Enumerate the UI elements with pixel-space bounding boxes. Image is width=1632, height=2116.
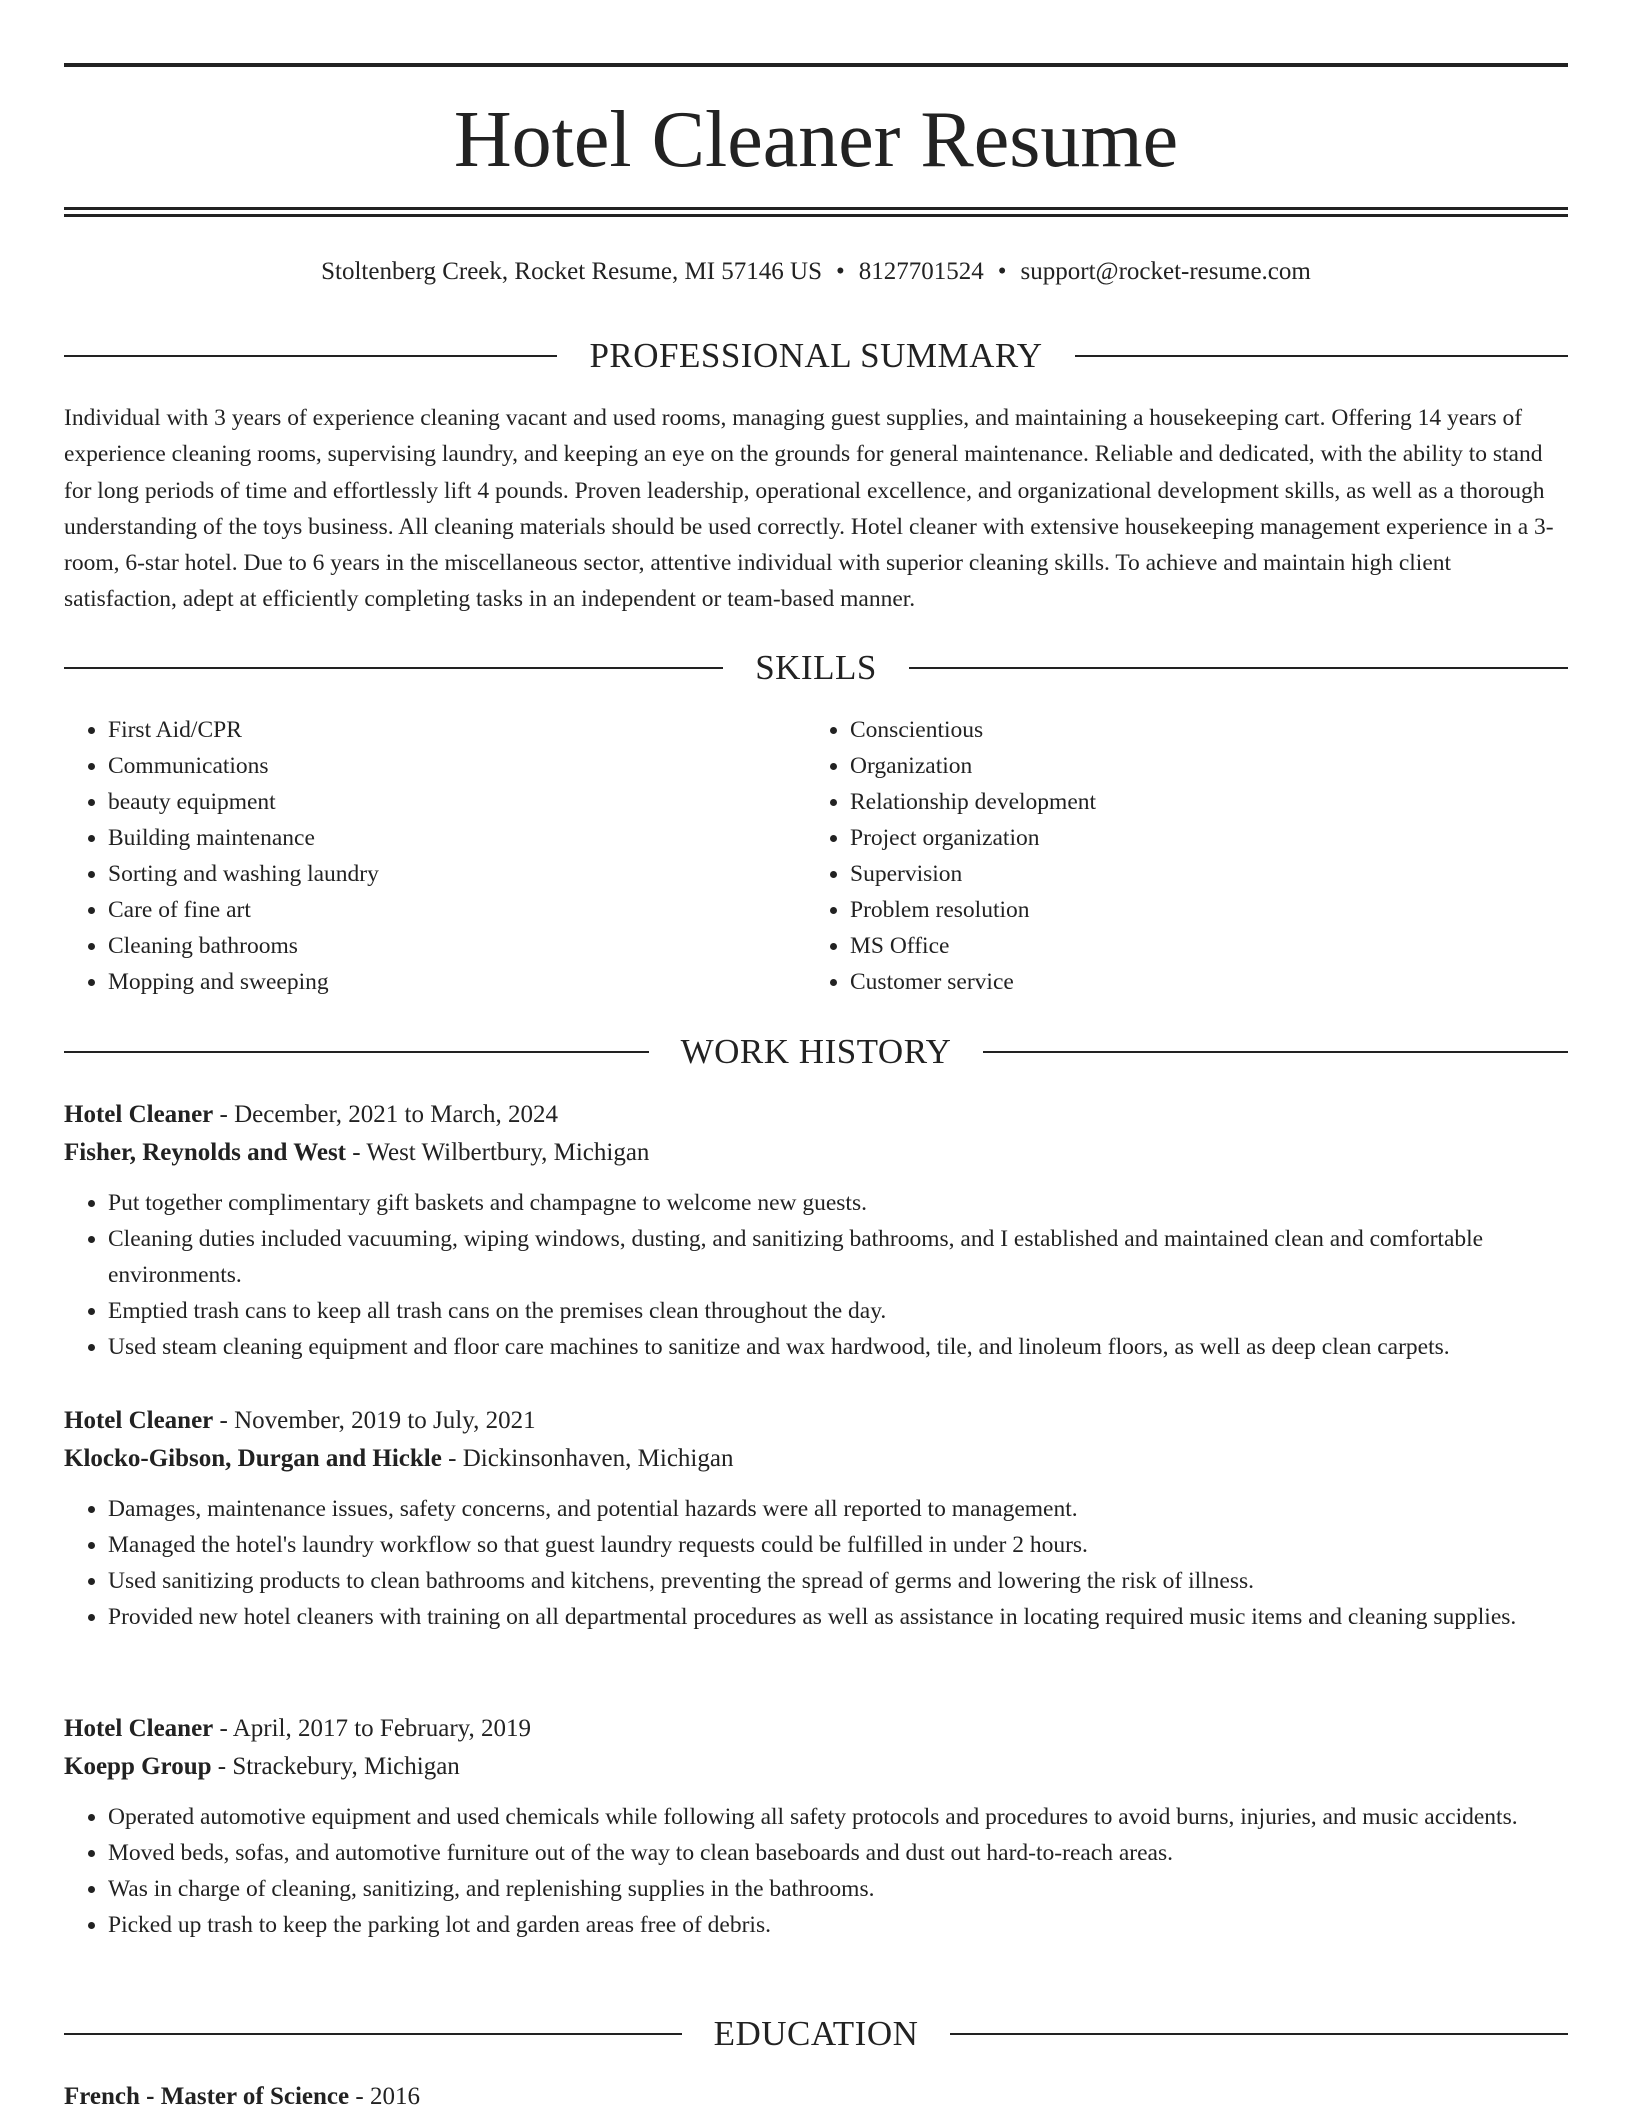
skill-item: • Conscientious: [850, 712, 1548, 748]
job-bullet: • Emptied trash cans to keep all trash cans on the premises clean throughout the day.: [108, 1293, 1568, 1329]
section-heading-work: [64, 1030, 1568, 1074]
skill-item: • Sorting and washing laundry: [108, 856, 806, 892]
skill-item: • Project organization: [850, 820, 1548, 856]
section-title: WORK HISTORY: [680, 1032, 952, 1071]
job-location: West Wilbertbury, Michigan: [366, 1139, 650, 1166]
job-bullet: • Damages, maintenance issues, safety concerns, and potential hazards were all reported to management.: [108, 1491, 1568, 1527]
job-bullet: • Operated automotive equipment and used chemicals while following all safety protocols and procedures to avoid burns, injuries, and music accidents.: [108, 1799, 1568, 1835]
job-company-line: [64, 1748, 1568, 1786]
skill-item: • Mopping and sweeping: [108, 964, 806, 1000]
job-bullets: [64, 1799, 1568, 1943]
job-bullet: • Was in charge of cleaning, sanitizing, and replenishing supplies in the bathrooms.: [108, 1871, 1568, 1907]
job-dates: December, 2021 to March, 2024: [234, 1101, 558, 1128]
job-bullet: • Put together complimentary gift baskets and champagne to welcome new guests.: [108, 1185, 1568, 1221]
job-company-line: [64, 1440, 1568, 1478]
job-dash: -: [211, 1753, 233, 1780]
heading-rule: [64, 1051, 649, 1053]
job-title-line: [64, 1096, 1568, 1134]
skill-item: • Cleaning bathrooms: [108, 928, 806, 964]
job-dash: -: [213, 1715, 233, 1742]
job-dates: April, 2017 to February, 2019: [232, 1715, 532, 1742]
education-year: 2016: [369, 2083, 420, 2110]
job-bullet: • Cleaning duties included vacuuming, wiping windows, dusting, and sanitizing bathrooms, and I established and maintained clean and comfortable environments.: [108, 1221, 1568, 1293]
skill-item: • Care of fine art: [108, 892, 806, 928]
heading-rule: [64, 2033, 682, 2035]
skill-item: • Communications: [108, 748, 806, 784]
job-title: Hotel Cleaner: [64, 1715, 214, 1742]
contact-separator: •: [997, 258, 1007, 285]
job-dates: November, 2019 to July, 2021: [234, 1407, 536, 1434]
contact-phone: 8127701524: [858, 258, 984, 285]
heading-rule: [1075, 355, 1568, 357]
skill-item: • Relationship development: [850, 784, 1548, 820]
job-title: Hotel Cleaner: [64, 1101, 214, 1128]
section-title: SKILLS: [755, 648, 877, 687]
heading-rule: [909, 667, 1568, 669]
job-title: Hotel Cleaner: [64, 1407, 214, 1434]
job-bullet: • Picked up trash to keep the parking lot and garden areas free of debris.: [108, 1907, 1568, 1943]
job-bullet: • Managed the hotel's laundry workflow so that guest laundry requests could be fulfilled in under 2 hours.: [108, 1527, 1568, 1563]
job-bullet: • Used steam cleaning equipment and floor care machines to sanitize and wax hardwood, tile, and linoleum floors, as well as deep clean carpets.: [108, 1329, 1568, 1365]
contact-line: [64, 254, 1568, 290]
job-bullet: • Provided new hotel cleaners with training on all departmental procedures as well as assistance in locating required music items and cleaning supplies.: [108, 1599, 1568, 1635]
education-degree: French - Master of Science: [64, 2083, 350, 2110]
skill-item: • Problem resolution: [850, 892, 1548, 928]
job-location: Dickinsonhaven, Michigan: [462, 1445, 734, 1472]
skill-item: • Organization: [850, 748, 1548, 784]
skill-item: • Supervision: [850, 856, 1548, 892]
job-company: Fisher, Reynolds and West: [64, 1139, 347, 1166]
heading-rule: [64, 355, 557, 357]
job-dash: -: [441, 1445, 463, 1472]
job-dash: -: [213, 1101, 235, 1128]
job-dash: -: [213, 1407, 235, 1434]
education-dash: -: [349, 2083, 370, 2110]
skill-item: • First Aid/CPR: [108, 712, 806, 748]
education-entry: [64, 2078, 1568, 2116]
contact-email: support@rocket-resume.com: [1020, 258, 1311, 285]
skill-item: • beauty equipment: [108, 784, 806, 820]
job-bullets: [64, 1185, 1568, 1365]
job-dash: -: [346, 1139, 367, 1166]
skills-column-right: [806, 712, 1548, 1000]
contact-address: Stoltenberg Creek, Rocket Resume, MI 57146 US: [321, 258, 823, 285]
section-heading-summary: [64, 334, 1568, 378]
skills-column-left: [64, 712, 806, 1000]
summary-text: Individual with 3 years of experience cleaning vacant and used rooms, managing guest supplies, and maintaining a housekeeping cart. Offering 14 years of experience cleaning rooms, supervising laundry, and keeping an eye on the grounds for general maintenance. Reliable and dedicated, with the ability to stand for long periods of time and effortlessly lift 4 pounds. Proven leadership, operational excellence, and organizational development skills, as well as a thorough understanding of the toys business. All cleaning materials should be used correctly. Hotel cleaner with extensive housekeeping management experience in a 3-room, 6-star hotel. Due to 6 years in the miscellaneous sector, attentive individual with superior cleaning skills. To achieve and maintain high client satisfaction, adept at efficiently completing tasks in an independent or team-based manner.: [64, 405, 1554, 613]
skills-list: [64, 712, 1568, 1000]
section-heading-skills: [64, 646, 1568, 690]
job-bullet: • Used sanitizing products to clean bathrooms and kitchens, preventing the spread of germs and lowering the risk of illness.: [108, 1563, 1568, 1599]
job-company: Koepp Group: [64, 1753, 212, 1780]
job-company-line: [64, 1134, 1568, 1172]
job-entry: [64, 1710, 1568, 1943]
job-bullets: [64, 1491, 1568, 1635]
title-double-rule: [64, 207, 1568, 217]
heading-rule: [64, 667, 723, 669]
skill-item: • Customer service: [850, 964, 1548, 1000]
section-heading-education: [64, 2012, 1568, 2056]
job-entry: [64, 1096, 1568, 1365]
contact-separator: •: [836, 258, 845, 285]
job-title-line: [64, 1710, 1568, 1748]
job-location: Strackebury, Michigan: [232, 1753, 460, 1780]
job-company: Klocko-Gibson, Durgan and Hickle: [64, 1445, 442, 1472]
heading-rule: [983, 1051, 1568, 1053]
skill-item: • MS Office: [850, 928, 1548, 964]
top-rule: [64, 63, 1568, 67]
section-title: EDUCATION: [713, 2014, 919, 2053]
page-title: Hotel Cleaner Resume: [453, 96, 1179, 184]
heading-rule: [950, 2033, 1568, 2035]
job-entry: [64, 1402, 1568, 1635]
job-bullet: • Moved beds, sofas, and automotive furniture out of the way to clean baseboards and dust out hard-to-reach areas.: [108, 1835, 1568, 1871]
section-title: PROFESSIONAL SUMMARY: [589, 336, 1043, 375]
job-title-line: [64, 1402, 1568, 1440]
skill-item: • Building maintenance: [108, 820, 806, 856]
